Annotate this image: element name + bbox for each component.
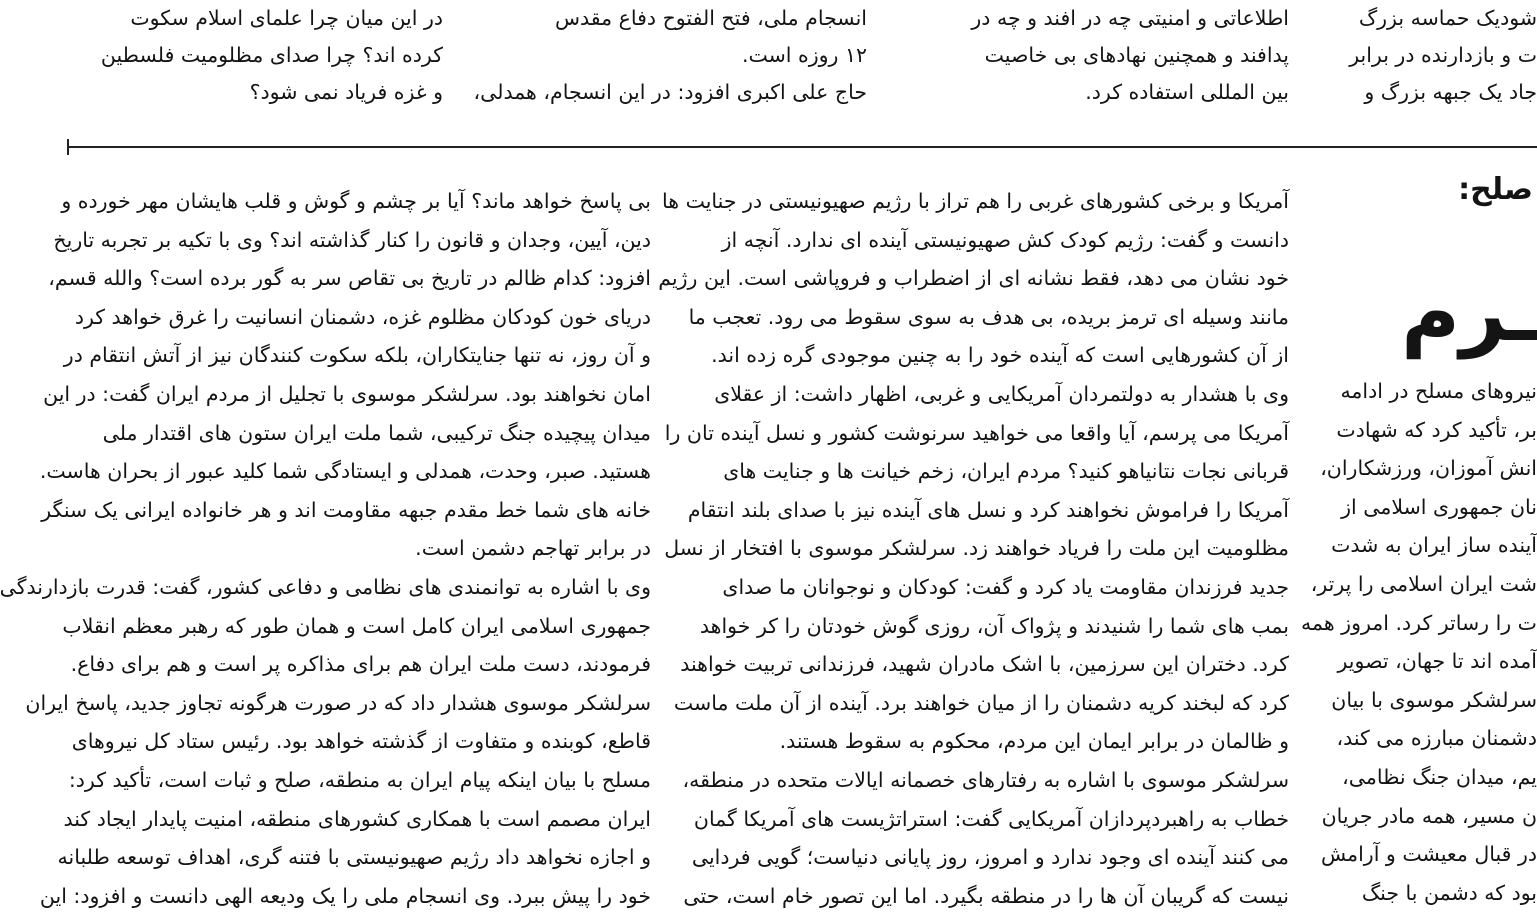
text-line: یم، میدان جنگ نظامی، [1342,764,1537,789]
text-line: آمریکا و برخی کشورهای غربی را هم تراز با رژیم صهیونیستی در جنایت ها [662,189,1289,213]
text-line: وی با اشاره به توانمندی های نظامی و دفاعی کشور، گفت: قدرت بازدارندگی [0,574,651,599]
text-line: در این میان چرا علمای اسلام سکوت [130,6,443,30]
text-line: دشمنان مبارزه می کند، [1336,726,1537,751]
top-col-1 [905,0,1289,112]
text-line: دین، آیین، وجدان و قانون را کنار گذاشته اند؟ وی با تکیه بر تجربه تاریخ [53,227,651,252]
text-line: ت و بازدارنده در برابر [1349,43,1537,67]
text-line: نیروهای مسلح در ادامه [1340,379,1537,403]
text-line: وی با هشدار به دولتمردان آمریکایی و غربی، اظهار داشت: از عقلای [714,381,1289,406]
text-line: کرد که لبخند کریه دشمنان را از میان خواهند برد. آینده از آن ملت ماست [673,690,1289,715]
text-line: آمده اند تا جهان، تصویر [1337,649,1537,674]
column-heading: صلح: [1458,172,1533,207]
text-line: میدان پیچیده جنگ ترکیبی، شما ملت ایران ستون های اقتدار ملی [102,420,651,445]
text-line: بر، تأکید کرد که شهادت [1336,417,1537,442]
headline-fragment: ـرم [1401,266,1537,359]
text-line: انش آموزان، ورزشکاران، [1320,456,1537,481]
top-col-2 [473,0,867,112]
text-line: بین المللی استفاده کرد. [1085,80,1289,104]
text-line: دریای خون کودکان مظلوم غزه، دشمنان انسانیت را غرق خواهد کرد [74,304,651,329]
text-line: سرلشکر موسوی با اشاره به رفتارهای خصمانه ایالات متحده در منطقه، [682,767,1289,792]
text-line: قاطع، کوبنده و متفاوت از گذشته خواهد بود. رئیس ستاد کل نیروهای [71,729,651,754]
text-line: سرلشکر موسوی هشدار داد که در صورت هرگونه تجاوز جدید، پاسخ ایران [25,690,651,715]
text-line: افزود: کدام ظالم در تاریخ بی تقاص سر به گور برده است؟ والله قسم، [48,266,651,291]
text-line: جاد یک جبهه بزرگ و [1364,80,1537,104]
text-line: بی پاسخ خواهد ماند؟ آیا بر چشم و گوش و قلب هایشان مهر خورده و [61,189,651,213]
text-line: خانه های شما خط مقدم جبهه مقاومت اند و هر خانواده ایرانی یک سنگر [41,497,651,522]
text-line: و آن روز، نه تنها جنایتکاران، بلکه سکوت کنندگان نیز از آتش انتقام در [63,343,651,368]
text-line: انسجام ملی، فتح الفتوح دفاع مقدس [555,6,867,30]
text-line: مانند وسیله ای ترمز بریده، بی هدف به سوی سقوط می رود. تعجب ما [688,304,1289,329]
text-line: سرلشکر موسوی با بیان [1331,687,1537,712]
text-line: شودیک حماسه بزرگ [1358,6,1537,30]
article-column-middle [658,182,1289,909]
top-col-3 [59,0,443,112]
text-line: آینده ساز ایران به شدت [1331,533,1537,558]
text-line: مظلومیت این ملت را فریاد خواهند زد. سرلشکر موسوی با افتخار از نسل [664,536,1289,561]
article-column-partial [1301,372,1537,909]
text-line: خطاب به راهبردپردازان آمریکایی گفت: استراتژیست های آمریکا گمان [693,806,1289,831]
text-line: شت ایران اسلامی را پرتر، [1310,571,1537,596]
text-line: و غزه فریاد نمی شود؟ [249,80,443,104]
text-line: آمریکا می پرسم، آیا واقعا می خواهید سرنوشت کشور و نسل آینده تان را [664,420,1289,445]
text-line: در برابر تهاجم دشمن است. [415,536,651,561]
text-line: مسلح با بیان اینکه پیام ایران به منطقه، صلح و ثبات است، تأکید کرد: [68,767,651,792]
text-line: فرمودند، دست ملت ایران هم برای مذاکره پر است و هم برای دفاع. [70,652,651,677]
text-line: می کنند آینده ای وجود ندارد و امروز، روز پایانی دنیاست؛ گویی فردایی [691,845,1289,870]
text-line: نان جمهوری اسلامی از [1341,494,1537,519]
text-line: امان نخواهند بود. سرلشکر موسوی با تجلیل از مردم ایران گفت: در این [43,381,651,406]
text-line: خود نشان می دهد، فقط نشانه ای از اضطراب و فروپاشی است. این رژیم [658,266,1289,291]
text-line: ن مسیر، همه مادر جریان [1321,803,1537,828]
text-line: دانست و گفت: رژیم کودک کش صهیونیستی آینده ای ندارد. آنچه از [721,227,1289,252]
text-line: و ظالمان در برابر ایمان این مردم، محکوم به سقوط هستند. [779,729,1289,754]
text-line: پدافند و همچنین نهادهای بی خاصیت [984,43,1289,67]
top-col-partial [1327,0,1537,112]
text-line: نیست که گریبان آن ها را در منطقه بگیرد. اما این تصور خام است، حتی [683,883,1289,908]
text-line: جدید فرزندان مقاومت یاد کرد و گفت: کودکان و نوجوانان ما صدای [722,574,1289,599]
text-line: قربانی نجات نتانیاهو کنید؟ مردم ایران، زخم خیانت ها و جنایت های [723,459,1289,484]
text-line: حاج علی اکبری افزود: در این انسجام، همدلی، [473,80,867,104]
text-line: و اجازه نخواهد داد رژیم صهیونیستی با فتنه گری، اهداف توسعه طلبانه [57,845,651,870]
text-line: ۱۲ روزه است. [741,43,867,67]
text-line: در قبال معیشت و آرامش [1320,842,1537,867]
text-line: ت را رساتر کرد. امروز همه [1301,610,1537,635]
text-line: آمریکا را فراموش نخواهند کرد و نسل های آینده نیز با صدای بلند انتقام [687,497,1289,522]
text-line: هستید. صبر، وحدت، همدلی و ایستادگی شما کلید عبور از بحران هاست. [39,459,651,484]
text-line: بمب های شما را شنیدند و پژواک آن، روزی گوش خودتان را کر خواهد [699,613,1289,638]
text-line: کرده اند؟ چرا صدای مظلومیت فلسطین [100,43,443,67]
text-line: کرد. دختران این سرزمین، با اشک مادران شهید، فرزندانی تربیت خواهند [680,652,1289,677]
divider-cap [67,139,69,155]
text-line: اطلاعاتی و امنیتی چه در افند و چه در [971,6,1289,30]
text-line: خود را پیش ببرد. وی انسجام ملی را یک ودیعه الهی دانست و افزود: این [39,883,651,908]
article-column-left [0,182,651,909]
text-line: جمهوری اسلامی ایران کامل است و همان طور که رهبر معظم انقلاب [62,613,651,638]
text-line: بود که دشمن با جنگ [1361,880,1537,905]
text-line: ایران مصمم است با همکاری کشورهای منطقه، امنیت پایدار ایجاد کند [63,806,651,831]
text-line: از آن کشورهایی است که آینده خود را به چنین موجودی گره زده اند. [711,343,1289,368]
section-divider [67,146,1537,148]
